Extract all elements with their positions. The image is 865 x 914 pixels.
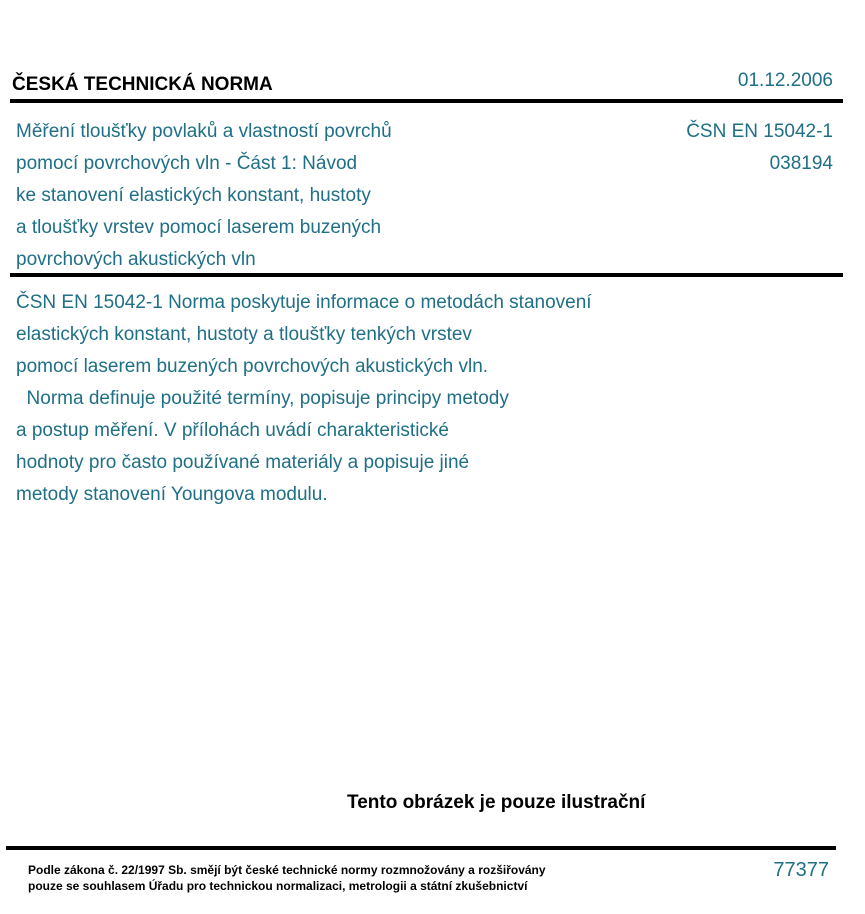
description-line: a postup měření. V přílohách uvádí charakteristické [16,420,450,441]
description-line: Norma definuje použité termíny, popisuje principy metody [16,388,509,409]
title-line: povrchových akustických vln [16,249,256,270]
document-title [16,116,536,276]
legal-notice [28,862,546,894]
title-line: ke stanovení elastických konstant, hustoty [16,185,371,206]
catalog-number: 77377 [773,859,829,881]
issue-date: 01.12.2006 [737,70,833,91]
title-line: a tloušťky vrstev pomocí laserem buzených [16,217,382,238]
description [16,287,716,511]
description-line: metody stanovení Youngova modulu. [16,484,328,505]
footer-divider [6,846,836,850]
illustration-note: Tento obrázek je pouze ilustrační [347,792,646,813]
description-line: hodnoty pro často používané materiály a popisuje jiné [16,452,470,473]
document-identifiers [686,116,833,180]
class-number: 038194 [769,153,833,174]
description-line: pomocí laserem buzených povrchových akustických vln. [16,356,489,377]
title-line: pomocí povrchových vln - Část 1: Návod [16,153,358,174]
title-line: Měření tloušťky povlaků a vlastností povrchů [16,121,392,142]
title-divider [10,273,843,277]
header-divider [10,99,843,103]
standard-code: ČSN EN 15042-1 [686,121,833,142]
description-line: ČSN EN 15042-1 Norma poskytuje informace o metodách stanovení [16,292,592,313]
legal-line: Podle zákona č. 22/1997 Sb. smějí být české technické normy rozmnožovány a rozšiřovány [28,863,546,877]
header-title: ČESKÁ TECHNICKÁ NORMA [12,74,273,95]
description-line: elastických konstant, hustoty a tloušťky tenkých vrstev [16,324,472,345]
legal-line: pouze se souhlasem Úřadu pro technickou normalizaci, metrologii a státní zkušebnictví [28,879,528,893]
